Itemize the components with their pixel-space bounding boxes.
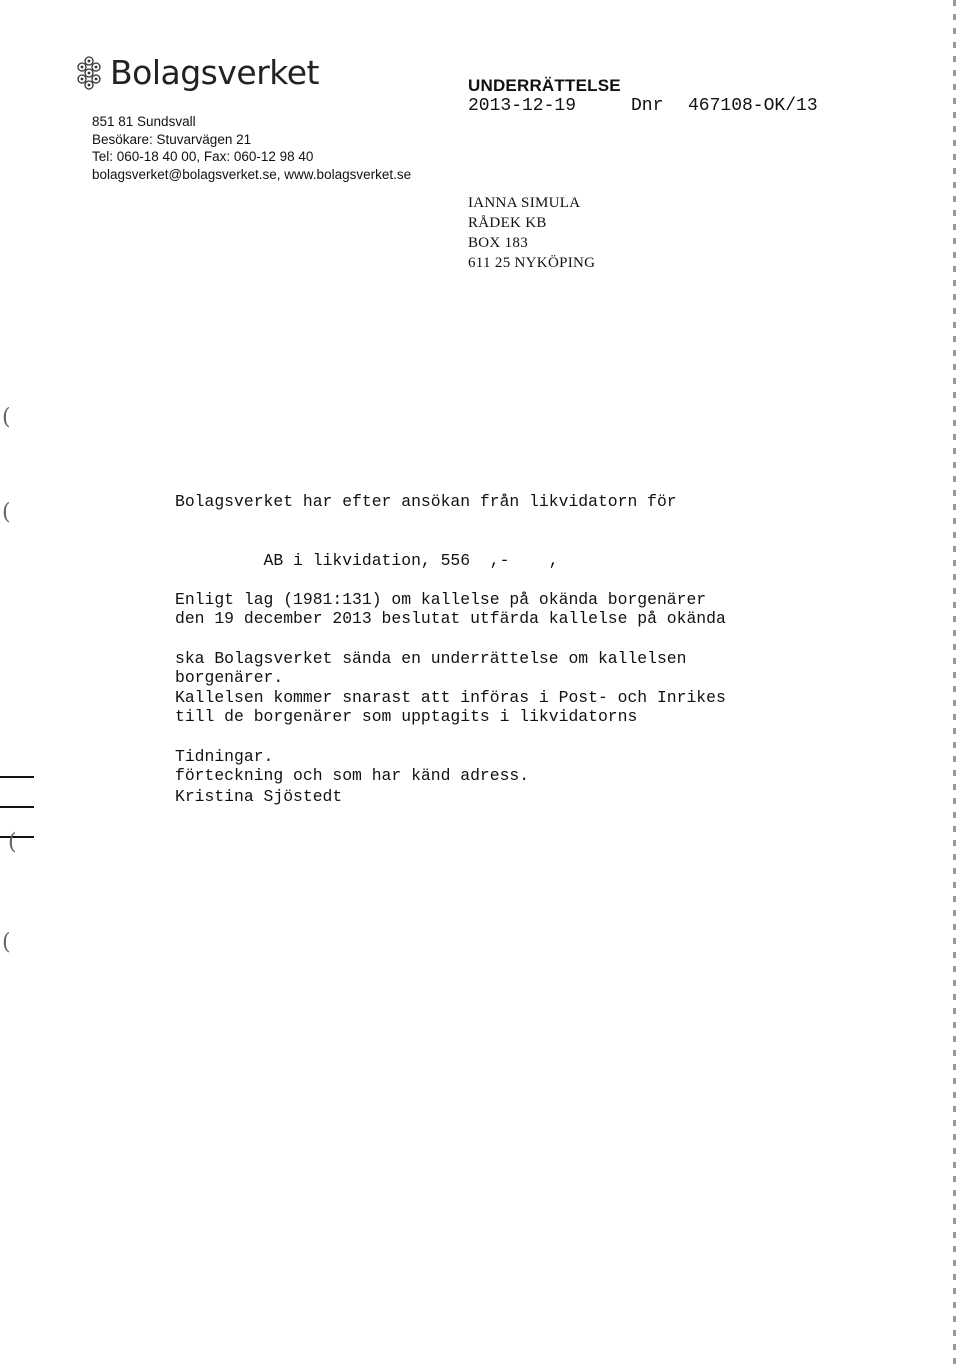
scan-line xyxy=(0,776,34,778)
body-line: den 19 december 2013 beslutat utfärda kallelse på okända xyxy=(175,609,726,628)
sender-address xyxy=(92,113,411,183)
body-line: Enligt lag (1981:131) om kallelse på okända borgenärer xyxy=(175,590,707,609)
body-line: ska Bolagsverket sända en underrättelse om kallelsen xyxy=(175,648,687,668)
punch-mark: ( xyxy=(8,830,17,855)
punch-mark: ( xyxy=(2,930,11,955)
body-line: Bolagsverket har efter ansökan från likvidatorn för xyxy=(175,492,677,511)
punch-mark: ( xyxy=(2,405,11,430)
document-type: UNDERRÄTTELSE xyxy=(468,76,621,95)
scan-line xyxy=(0,836,34,838)
sender-line: bolagsverket@bolagsverket.se, www.bolagsverket.se xyxy=(92,166,412,182)
recipient-line: 611 25 NYKÖPING xyxy=(468,255,596,271)
recipient-line: IANNA SIMULA xyxy=(468,195,581,211)
body-line: förteckning och som har känd adress. xyxy=(175,765,530,785)
scan-edge xyxy=(953,0,956,1369)
sender-line: Tel: 060-18 40 00, Fax: 060-12 98 40 xyxy=(92,149,314,164)
body-line: Tidningar. xyxy=(175,746,274,766)
document-date: 2013-12-19 xyxy=(468,96,577,116)
logo-text: Bolagsverket xyxy=(110,53,319,92)
body-line: Kallelsen kommer snarast att införas i Post- och Inrikes xyxy=(175,688,726,707)
punch-mark: ( xyxy=(2,500,11,525)
signature-name: Kristina Sjöstedt xyxy=(175,787,343,806)
body-line: AB i likvidation, 556 ,- , xyxy=(175,550,559,570)
sender-line: 851 81 Sundsvall xyxy=(92,114,196,129)
bolagsverket-logo xyxy=(74,55,319,91)
bolagsverket-emblem-icon xyxy=(74,55,104,91)
scan-line xyxy=(0,806,34,808)
recipient-line: RÅDEK KB xyxy=(468,215,547,231)
dnr-label: Dnr xyxy=(631,96,664,116)
recipient-address xyxy=(468,193,595,273)
sender-line: Besökare: Stuvarvägen 21 xyxy=(92,131,252,147)
recipient-line: BOX 183 xyxy=(468,235,529,251)
dnr-value: 467108-OK/13 xyxy=(688,96,818,116)
body-line: borgenärer. xyxy=(175,667,284,687)
paragraph-3 xyxy=(175,649,726,786)
body-line: till de borgenärer som upptagits i likvidatorns xyxy=(175,707,638,726)
